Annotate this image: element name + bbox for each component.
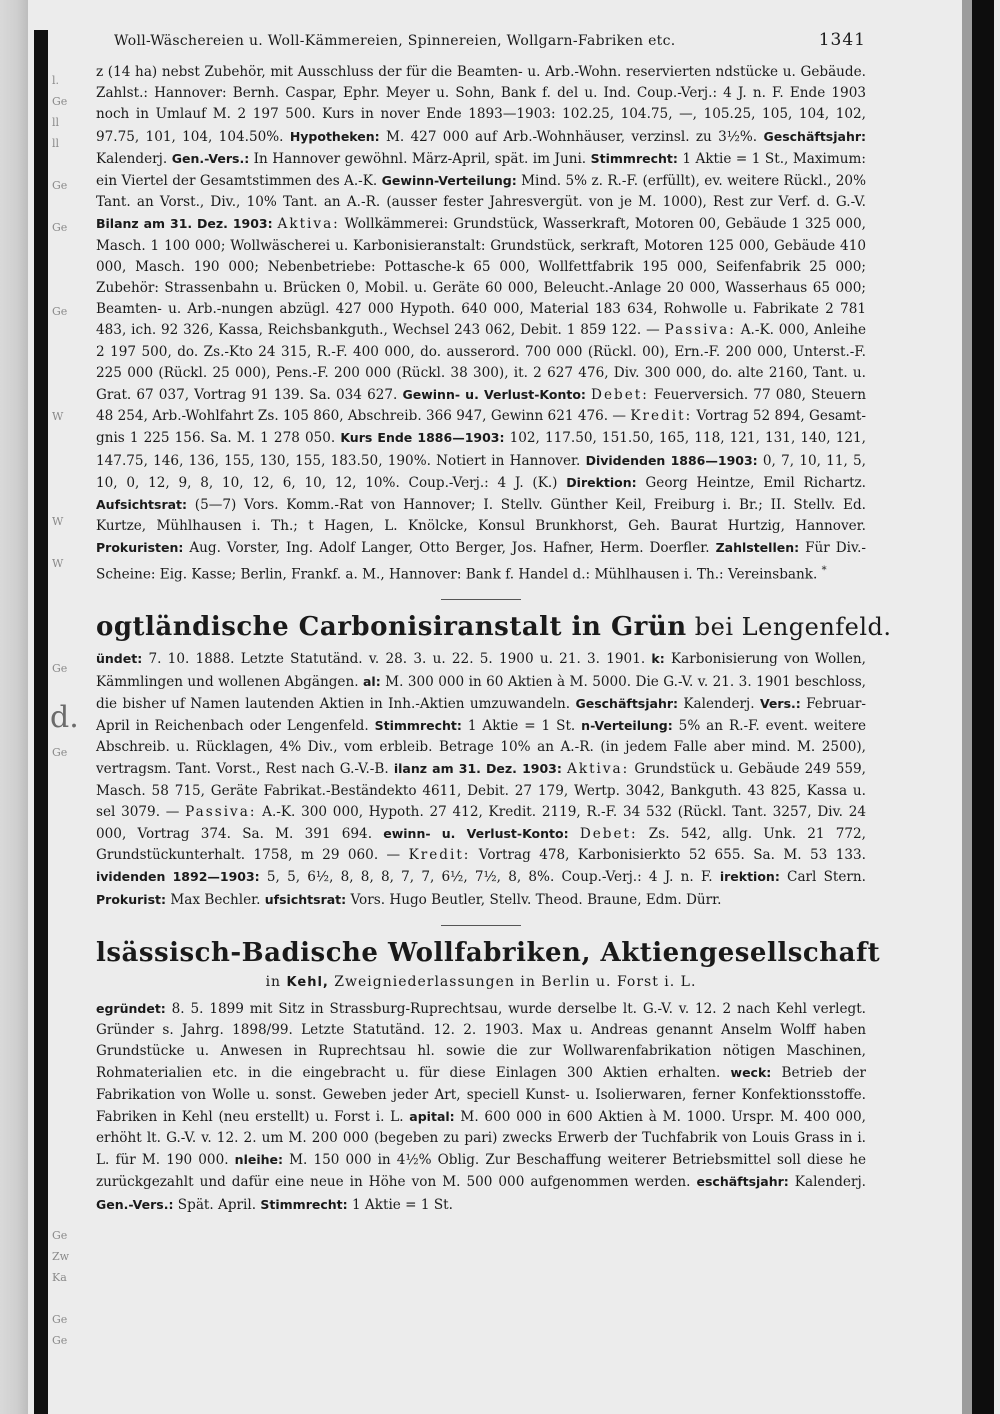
margin-fragment [52,847,92,868]
company-subtitle: in Kehl, Zweigniederlassungen in Berlin u. Forst i. L. [265,973,697,990]
margin-fragment [52,322,92,343]
page-number: 1341 [818,30,866,50]
label-geschaeftsjahr: Geschäftsjahr: [763,128,867,144]
margin-fragment: ll [52,137,60,150]
section-divider [441,925,521,926]
company-title-wollfabriken: lsässisch-Badische Wollfabriken, Aktiengesellschaft [96,937,881,968]
margin-fragment [52,280,92,301]
document-page [96,30,892,1410]
label-stimmrecht: Stimmrecht: [590,150,678,166]
margin-fragment [52,154,92,175]
margin-fragment: Ge [52,662,68,675]
label-zweck: weck: [730,1065,772,1081]
label-aktiva: Aktiva: [567,761,630,778]
section-divider [441,599,521,600]
margin-fragment [52,1078,92,1099]
margin-fragment [52,196,92,217]
label-dividenden: Dividenden 1886—1903: [585,452,758,468]
margin-fragment [52,973,92,994]
margin-fragment [52,910,92,931]
margin-fragment [52,1141,92,1162]
margin-fragment [52,469,92,490]
margin-fragment [52,238,92,259]
margin-fragment [52,364,92,385]
label-geschaeftsjahr: Geschäftsjahr: [575,695,679,711]
label-geschaeftsjahr: eschäftsjahr: [696,1174,789,1190]
margin-fragment [52,889,92,910]
label-direktion: irektion: [719,869,780,885]
label-stimmrecht: Stimmrecht: [374,718,462,734]
margin-fragment [52,868,92,889]
section-carbonisiranstalt [96,612,892,910]
label-zweck: k: [651,651,665,667]
margin-fragment [52,994,92,1015]
header-title: Woll-Wäschereien u. Woll-Kämmereien, Spinnereien, Wollgarn-Fabriken etc. [114,33,676,49]
margin-fragment [52,763,92,784]
margin-fragment [52,952,92,973]
margin-fragment: Ge [52,1313,68,1326]
margin-fragment [52,931,92,952]
margin-fragment: Ka [52,1271,67,1284]
place-name: Kehl, [286,974,329,990]
label-passiva: Passiva: [185,803,257,820]
label-prokurist: Prokurist: [96,891,166,907]
margin-fragment: Ge [52,305,68,318]
margin-fragment [52,574,92,595]
label-kredit: Kredit: [630,408,693,425]
label-gen-vers: Vers.: [759,695,801,711]
margin-fragment [52,595,92,616]
margin-fragment [52,448,92,469]
label-passiva: Passiva: [664,322,736,339]
margin-fragment [52,1204,92,1225]
binding-shadow-left [34,30,48,1414]
section-wollkaemmerei [96,62,866,585]
section-wollfabriken [96,937,881,1216]
margin-fragment: W [52,557,64,570]
margin-fragment [52,1099,92,1120]
margin-fragment: Zw [52,1250,70,1263]
label-bilanz: Bilanz am 31. Dez. 1903: [96,216,273,232]
label-debet: Debet: [591,387,649,404]
label-gegruendet: ündet: [96,651,143,667]
label-kapital: al: [363,673,381,689]
label-kapital: apital: [409,1108,455,1124]
margin-fragment [52,532,92,553]
label-gewinn-verlust: Gewinn- u. Verlust-Konto: [402,387,586,403]
margin-fragment [52,490,92,511]
margin-fragment [52,1015,92,1036]
label-hypotheken: Hypotheken: [289,128,380,144]
label-aktiva: Aktiva: [277,216,340,233]
label-aufsichtsrat: ufsichtsrat: [264,891,347,907]
margin-fragment: Ge [52,1334,68,1347]
margin-fragment [52,343,92,364]
footnote-star: * [821,564,827,576]
label-kurs: Kurs Ende 1886—1903: [340,430,505,446]
label-prokuristen: Prokuristen: [96,540,184,556]
label-gegruendet: egründet: [96,1000,166,1016]
margin-fragment: Ge [52,746,68,759]
label-anleihe: nleihe: [234,1152,283,1168]
margin-fragment [52,1162,92,1183]
margin-fragment [52,616,92,637]
label-dividenden: ividenden 1892—1903: [96,869,260,885]
label-aufsichtsrat: Aufsichtsrat: [96,497,188,513]
margin-fragment: W [52,515,64,528]
margin-letter: d. [50,700,79,735]
label-direktion: Direktion: [566,474,637,490]
margin-fragment [52,259,92,280]
label-gewinn-verlust: ewinn- u. Verlust-Konto: [383,826,569,842]
label-debet: Debet: [579,826,638,843]
scan-edge-left [0,0,28,1414]
margin-fragment: W [52,410,64,423]
paragraph-wollfabriken: egründet: 8. 5. 1899 mit Sitz in Strassburg-Ruprechtsau, wurde derselbe lt. G.-V. v. 12. 2 nach Kehl verlegt. Gründer s. Jahrg. 1898/99. Letzte Statutänd. 12. 2. 1903. Max u. Andreas genannt Anselm Wolff haben Grundstücke u. Anwesen in Ruprechtsau hl. sowie die zur Wollwarenfabrikation nötigen Maschinen, Rohmaterialien etc. in die eingebracht u. für diese Einlagen 300 Aktien erhalten. weck: Betrieb der Fabrikation von Wolle u. sonst. Geweben jeder Art, speciell Kunst- u. Isolierwaren, ferner Konfektionsstoffe. Fabriken in Kehl (neu erstellt) u. Forst i. L. apital: M. 600 000 in 600 Aktien à M. 1000. Urspr. M. 400 000, erhöht lt. G.-V. v. 12. 2. um M. 200 000 (begeben zu pari) zwecks Erwerb der Tuchfabrik von Louis Grass in i. L. für M. 190 000. nleihe: M. 150 000 in 4½% Oblig. Zur Beschaffung weiterer Betriebsmittel soll diese he zurückgezahlt und dafür eine neue in Höhe von M. 500 000 aufgenommen werden. eschäftsjahr: Kalenderj. Gen.-Vers.: Spät. April. Stimmrecht: 1 Aktie = 1 St. [96,1000,867,1213]
margin-fragment [52,385,92,406]
margin-fragment: l. [52,74,60,87]
margin-fragment [52,1057,92,1078]
paragraph-carbonisiranstalt: ündet: 7. 10. 1888. Letzte Statutänd. v. 28. 3. u. 22. 5. 1900 u. 21. 3. 1901. k: Karbonisierung von Wollen, Kämmlingen und wollenen Abgängen. al: M. 300 000 in 60 Aktien à M. 5000. Die G.-V. v. 21. 3. 1901 beschloss, die bisher uf Namen lautenden Aktien in Inh.-Aktien umzuwandeln. Geschäftsjahr: Kalenderj. Vers.: Februar-April in Reichenbach oder Lengenfeld. Stimmrecht: 1 Aktie = 1 St. n-Verteilung: 5% an R.-F. event. weitere Abschreib. u. Rücklagen, 4% Div., vom erbleib. Betrage 10% an A.-R. (in jedem Falle aber mind. M. 2500), vertragsm. Tant. Vorst., Rest nach G.-V.-B. ilanz am 31. Dez. 1903: Aktiva: Grundstück u. Gebäude 249 559, Masch. 58 715, Geräte Fabrikat.-Beständekto 4611, Debit. 27 179, Wertp. 3042, Bankguth. 43 825, Kassa u. sel 3079. — Passiva: A.-K. 300 000, Hypoth. 27 412, Kredit. 2119, R.-F. 34 532 (Rückl. Tant. 3257, Div. 24 000, Vortrag 374. Sa. M. 391 694. ewinn- u. Verlust-Konto: Debet: Zs. 542, allg. Unk. 21 772, Grundstückunterhalt. 1758, m 29 060. — Kredit: Vortrag 478, Karbonisierkto 52 655. Sa. M. 53 133. ividenden 1892—1903: 5, 5, 6½, 8, 8, 8, 7, 7, 6½, 7½, 8, 8%. Coup.-Verj.: 4 J. n. F. irektion: Carl Stern. Prokurist: Max Bechler. ufsichtsrat: Vors. Hugo Beutler, Stellv. Theod. Braune, Edm. Dürr. [96,651,867,908]
margin-fragments [52,70,92,1400]
running-header [96,30,866,50]
margin-fragment [52,1120,92,1141]
margin-fragment: Ge [52,1229,68,1242]
margin-fragment: Ge [52,179,68,192]
margin-fragment [52,679,92,700]
company-title-carbonisiranstalt: ogtländische Carbonisiranstalt in Grün bei Lengenfeld. [96,612,892,643]
margin-fragment: Ge [52,221,68,234]
label-zahlstellen: Zahlstellen: [715,540,800,556]
margin-fragment [52,826,92,847]
margin-fragment [52,427,92,448]
label-gen-vers: Gen.-Vers.: [171,150,250,166]
label-bilanz: ilanz am 31. Dez. 1903: [393,761,562,777]
scan-edge-right-gray [962,0,972,1414]
label-gen-vers: Gen.-Vers.: [96,1196,174,1212]
label-gewinn-verteilung: Gewinn-Verteilung: [381,173,517,189]
margin-fragment [52,1288,92,1309]
scan-edge-right-black [972,0,994,1414]
margin-fragment [52,805,92,826]
label-stimmrecht: Stimmrecht: [260,1196,348,1212]
margin-fragment [52,1036,92,1057]
margin-fragment: Ge [52,95,68,108]
margin-fragment [52,637,92,658]
label-gewinn-verteilung: n-Verteilung: [581,718,673,734]
paragraph-property: z (14 ha) nebst Zubehör, mit Ausschluss der für die Beamten- u. Arb.-Wohn. reservierten ndstücke u. Gebäude. Zahlst.: Hannover: Bernh. Caspar, Ephr. Meyer u. Sohn, Bank f. del u. Ind. Coup.-Verj.: 4 J. n. F. Ende 1903 noch in Umlauf M. 2 197 500. Kurs in nover Ende 1893—1903: 102.25, 104.75, —, 105.25, 105, 104, 102, 97.75, 101, 104, 104.50%. Hypotheken: M. 427 000 auf Arb.-Wohnhäuser, verzinsl. zu 3½%. Geschäftsjahr: Kalenderj. Gen.-Vers.: In Hannover gewöhnl. März-April, spät. im Juni. Stimmrecht: 1 Aktie = 1 St., Maximum: ein Viertel der Gesamtstimmen des A.-K. Gewinn-Verteilung: Mind. 5% z. R.-F. (erfüllt), ev. weitere Rückl., 20% Tant. an Vorst., Div., 10% Tant. an A.-R. (ausser fester Jahresvergüt. von je M. 1000), Rest zur Verf. d. G.-V. Bilanz am 31. Dez. 1903: Aktiva: Wollkämmerei: Grundstück, Wasserkraft, Motoren 00, Gebäude 1 325 000, Masch. 1 100 000; Wollwäscherei u. Karbonisieranstalt: Grundstück, serkraft, Motoren 125 000, Gebäude 410 000, Masch. 190 000; Nebenbetriebe: Pottasche-k 65 000, Wollfettfabrik 195 000, Seifenfabrik 25 000; Zubehör: Strassenbahn u. Brücken 0, Mobil. u. Geräte 60 000, Beleucht.-Anlage 20 000, Wasserhaus 65 000; Beamten- u. Arb.-nungen abzügl. 427 000 Hypoth. 640 000, Material 183 634, Rohwolle u. Fabrikate 2 781 483, ich. 92 326, Kassa, Reichsbankguth., Wechsel 243 062, Debit. 1 859 122. — Passiva: A.-K. 000, Anleihe 2 197 500, do. Zs.-Kto 24 315, R.-F. 400 000, do. ausserord. 700 000 (Rückl. 00), Ern.-F. 200 000, Unterst.-F. 225 000 (Rückl. 25 000), Pens.-F. 200 000 (Rückl. 38 300), it. 2 627 476, Div. 300 000, do. alte 2160, Tant. u. Grat. 67 037, Vortrag 91 139. Sa. 034 627. Gewinn- u. Verlust-Konto: Debet: Feuerversich. 77 080, Steuern 48 254, Arb.-Wohlfahrt Zs. 105 860, Abschreib. 366 947, Gewinn 621 476. — Kredit: Vortrag 52 894, Gesamt-gnis 1 225 156. Sa. M. 1 278 050. Kurs Ende 1886—1903: 102, 117.50, 151.50, 165, 118, 121, 131, 140, 121, 147.75, 146, 136, 155, 130, 155, 183.50, 190%. Notiert in Hannover. Dividenden 1886—1903: 0, 7, 10, 11, 5, 10, 0, 12, 9, 8, 10, 12, 6, 10, 12, 10%. Coup.-Verj.: 4 J. (K.) Direktion: Georg Heintze, Emil Richartz. Aufsichtsrat: (5—7) Vors. Komm.-Rat von Hannover; I. Stellv. Günther Keil, Freiburg i. Br.; II. Stellv. Ed. Kurtze, Mühlhausen i. Th.; t Hagen, L. Knölcke, Konsul Brunkhorst, Geh. Baurat Hurtzig, Hannover. Prokuristen: Aug. Vorster, Ing. Adolf Langer, Otto Berger, Jos. Hafner, Herm. Doerfler. Zahlstellen: Für Div.-Scheine: Eig. Kasse; Berlin, Frankf. a. M., Hannover: Bank f. Handel d.: Mühlhausen i. Th.: Vereinsbank. * [96,64,867,583]
margin-fragment [52,1183,92,1204]
label-kredit: Kredit: [408,847,471,864]
margin-fragment [52,784,92,805]
margin-fragment: ll [52,116,60,129]
